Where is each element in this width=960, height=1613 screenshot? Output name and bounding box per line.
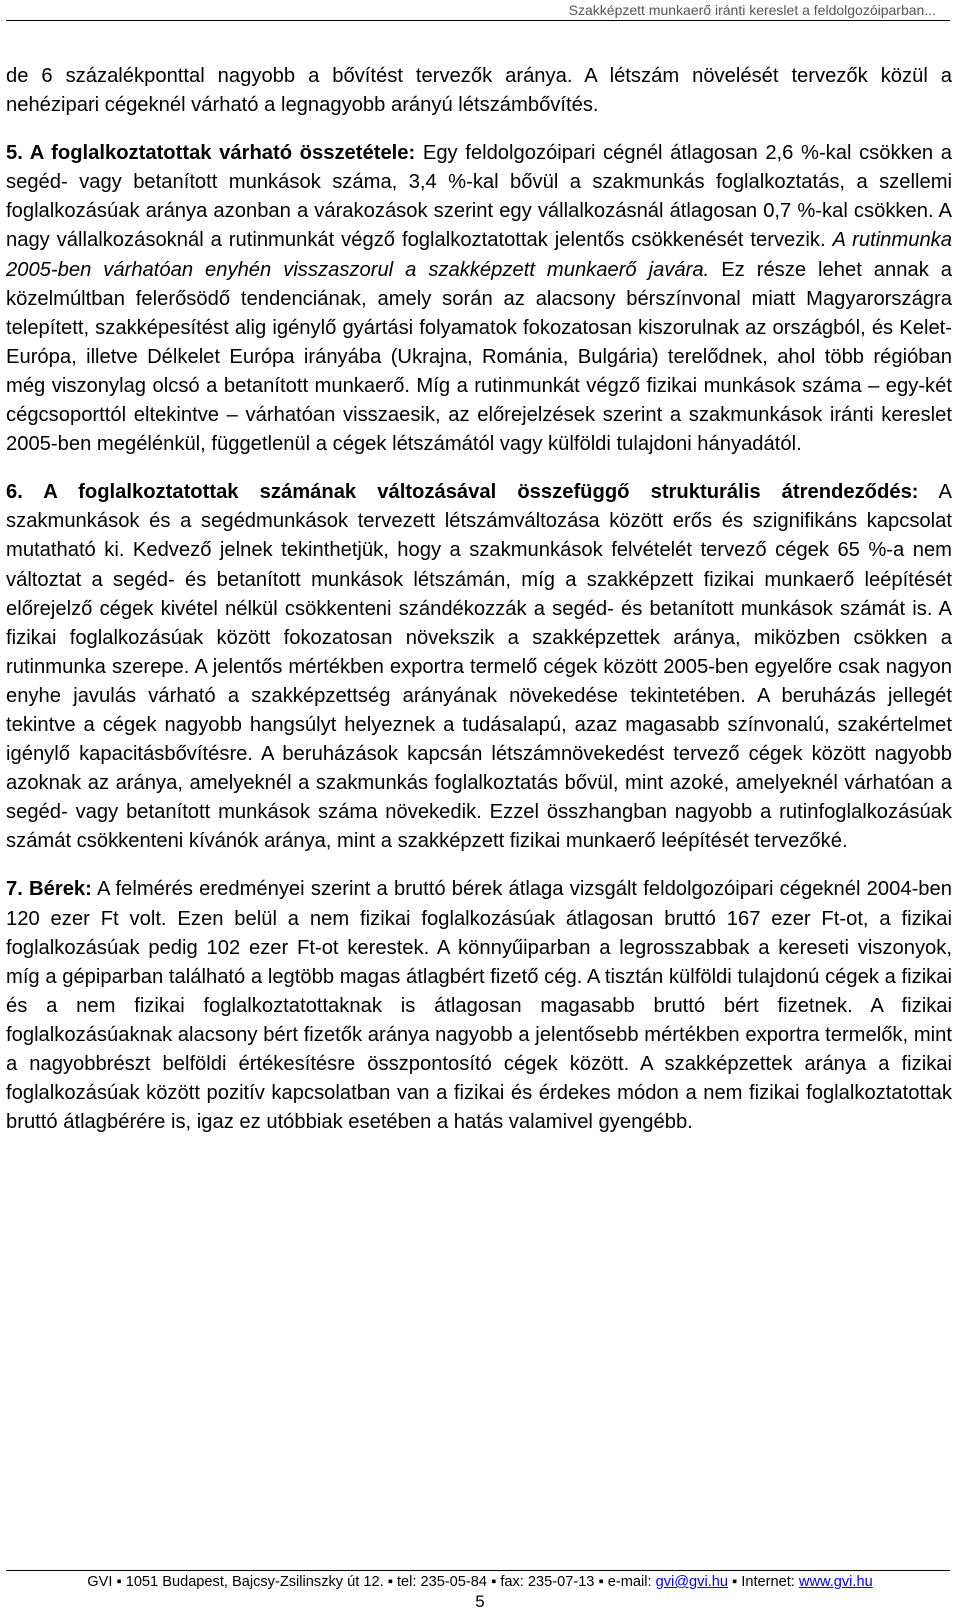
footer-bullet: ▪ [383, 1574, 397, 1590]
footer-email-label: e-mail: [607, 1574, 656, 1590]
paragraph-continuation [6, 62, 952, 120]
section-5-text-b: Ez része lehet annak a közelmúltban felerősödő tendenciának, amely során az alacsony bérszínvonal miatt Magyarországra telepített, szakképesítést alig igénylő gyártási folyamatok fokozatosan kiszorulnak az országból, és Kelet-Európa, illetve Délkelet Európa irányába (Ukrajna, Románia, Bulgária) terelődnek, ahol több régióban még viszonylag olcsó a betanított munkaerő. Míg a rutinmunkát végző fizikai munkások száma – egy-két cégcsoporttól eltekintve – várhatóan visszaesik, az előrejelzések szerint a szakmunkások iránti kereslet 2005-ben megélénkül, függetlenül a cégek létszámától vagy külföldi tulajdoni hányadától. [6, 258, 952, 456]
footer-address: 1051 Budapest, Bajcsy-Zsilinszky út 12. [125, 1574, 384, 1590]
section-7-text: A felmérés eredményei szerint a bruttó bérek átlaga vizsgált feldolgozóipari cégeknél 2004-ben 120 ezer Ft volt. Ezen belül a nem fizikai foglalkozásúak átlagosan bruttó 167 ezer Ft-ot, a fizikai foglalkozásúak pedig 102 ezer Ft-ot kerestek. A könnyűiparban a legrosszabbak a kereseti viszonyok, míg a gépiparban található a legtöbb magas átlagbért fizető cég. A tisztán külföldi tulajdonú cégek a fizikai és a nem fizikai foglalkoztatottaknak is átlagosan magasabb bruttó bért fizetnek. A fizikai foglalkozásúaknak alacsony bért fizetők aránya nagyobb a jelentősebb mértékben exportra termelők, mint a nagyobbrészt belföldi értékesítésre összpontosító cégek között. A szakképzettek aránya a fizikai foglalkozásúak között pozitív kapcsolatban van a fizikai és érdekes módon a nem fizikai foglalkoztatottak bruttó átlagbérére is, igaz ez utóbbiak esetében a hatás valamivel gyengébb. [6, 878, 952, 1134]
section-7-heading: 7. Bérek: [6, 878, 92, 901]
footer-tel: tel: 235-05-84 [396, 1574, 488, 1590]
section-7-paragraph [6, 875, 952, 1137]
footer-bullet: ▪ [594, 1574, 608, 1590]
section-5-paragraph [6, 139, 952, 459]
footer-contact-line [0, 1574, 960, 1590]
section-6-paragraph [6, 478, 952, 856]
page-number: 5 [475, 1592, 485, 1611]
footer-org: GVI [87, 1574, 113, 1590]
document-body [6, 62, 952, 1156]
section-5-heading: 5. A foglalkoztatottak várható összetétele: [6, 142, 416, 165]
paragraph-text: de 6 százalékponttal nagyobb a bővítést tervezők aránya. A létszám növelését tervezők közül a nehézipari cégeknél várható a legnagyobb arányú létszámbővítés. [6, 65, 952, 117]
section-5-text-a: Egy feldolgozóipari cégnél átlagosan 2,6 %-kal csökken a segéd- vagy betanított munkások száma, 3,4 %-kal bővül a szakmunkás foglalkoztatás, a szellemi foglalkozásúak aránya azonban a várakozások szerint egy vállalkozásnál átlagosan 0,7 %-kal csökken. A nagy vállalkozásoknál a rutinmunkát végző foglalkoztatottak jelentős csökkenését tervezik. [6, 142, 952, 252]
header-divider [6, 20, 950, 21]
footer-bullet: ▪ [487, 1574, 501, 1590]
section-5-italic-text: A rutinmunka 2005-ben várhatóan enyhén visszaszorul a szakképzett munkaerő javára. [6, 229, 953, 281]
footer-email-link[interactable]: gvi@gvi.hu [655, 1574, 728, 1590]
running-header-title: Szakképzett munkaerő iránti kereslet a feldolgozóiparban... [568, 2, 936, 18]
section-6-heading: 6. A foglalkoztatottak számának változásával összefüggő strukturális átrendeződés: [6, 481, 919, 504]
footer-divider [6, 1570, 950, 1571]
page-footer [0, 1570, 960, 1613]
section-6-text: A szakmunkások és a segédmunkások tervezett létszámváltozása között erős és szignifikáns kapcsolat mutatható ki. Kedvező jelnek tekinthetjük, hogy a szakmunkások felvételét tervező cégek 65 %-a nem változtat a segéd- és betanított munkások létszámán, míg a szakképzett fizikai munkaerő leépítését előrejelző cégek kivétel nélkül csökkenteni szándékozzák a segéd- és betanított munkások számát is. A fizikai foglalkozásúak között fokozatosan növekszik a szakképzettek aránya, miközben csökken a rutinmunka szerepe. A jelentős mértékben exportra termelő cégek között 2005-ben egyelőre csak nagyon enyhe javulás várható a szakképzettség arányának növekedése tekintetében. A beruházás jellegét tekintve a cégek nagyobb hangsúlyt helyeznek a tudásalapú, azaz magasabb színvonalú, szakértelmet igénylő kapacitásbővítésre. A beruházások kapcsán létszámnövekedést tervező cégek között nagyobb azoknak az aránya, amelyeknél a szakmunkás foglalkoztatás bővül, mint azoké, amelyeknél várhatóan a segéd- vagy betanított munkások száma növekedik. Ezzel összhangban nagyobb a rutinfoglalkozásúak számát csökkenteni kívánók aránya, mint a szakképzett fizikai munkaerő leépítését tervezőké. [6, 481, 952, 853]
footer-internet-label: Internet: [741, 1574, 799, 1590]
footer-website-link[interactable]: www.gvi.hu [798, 1574, 873, 1590]
footer-bullet: ▪ [112, 1574, 126, 1590]
footer-bullet: ▪ [728, 1574, 742, 1590]
footer-fax: fax: 235-07-13 [500, 1574, 595, 1590]
page-header [0, 0, 960, 22]
